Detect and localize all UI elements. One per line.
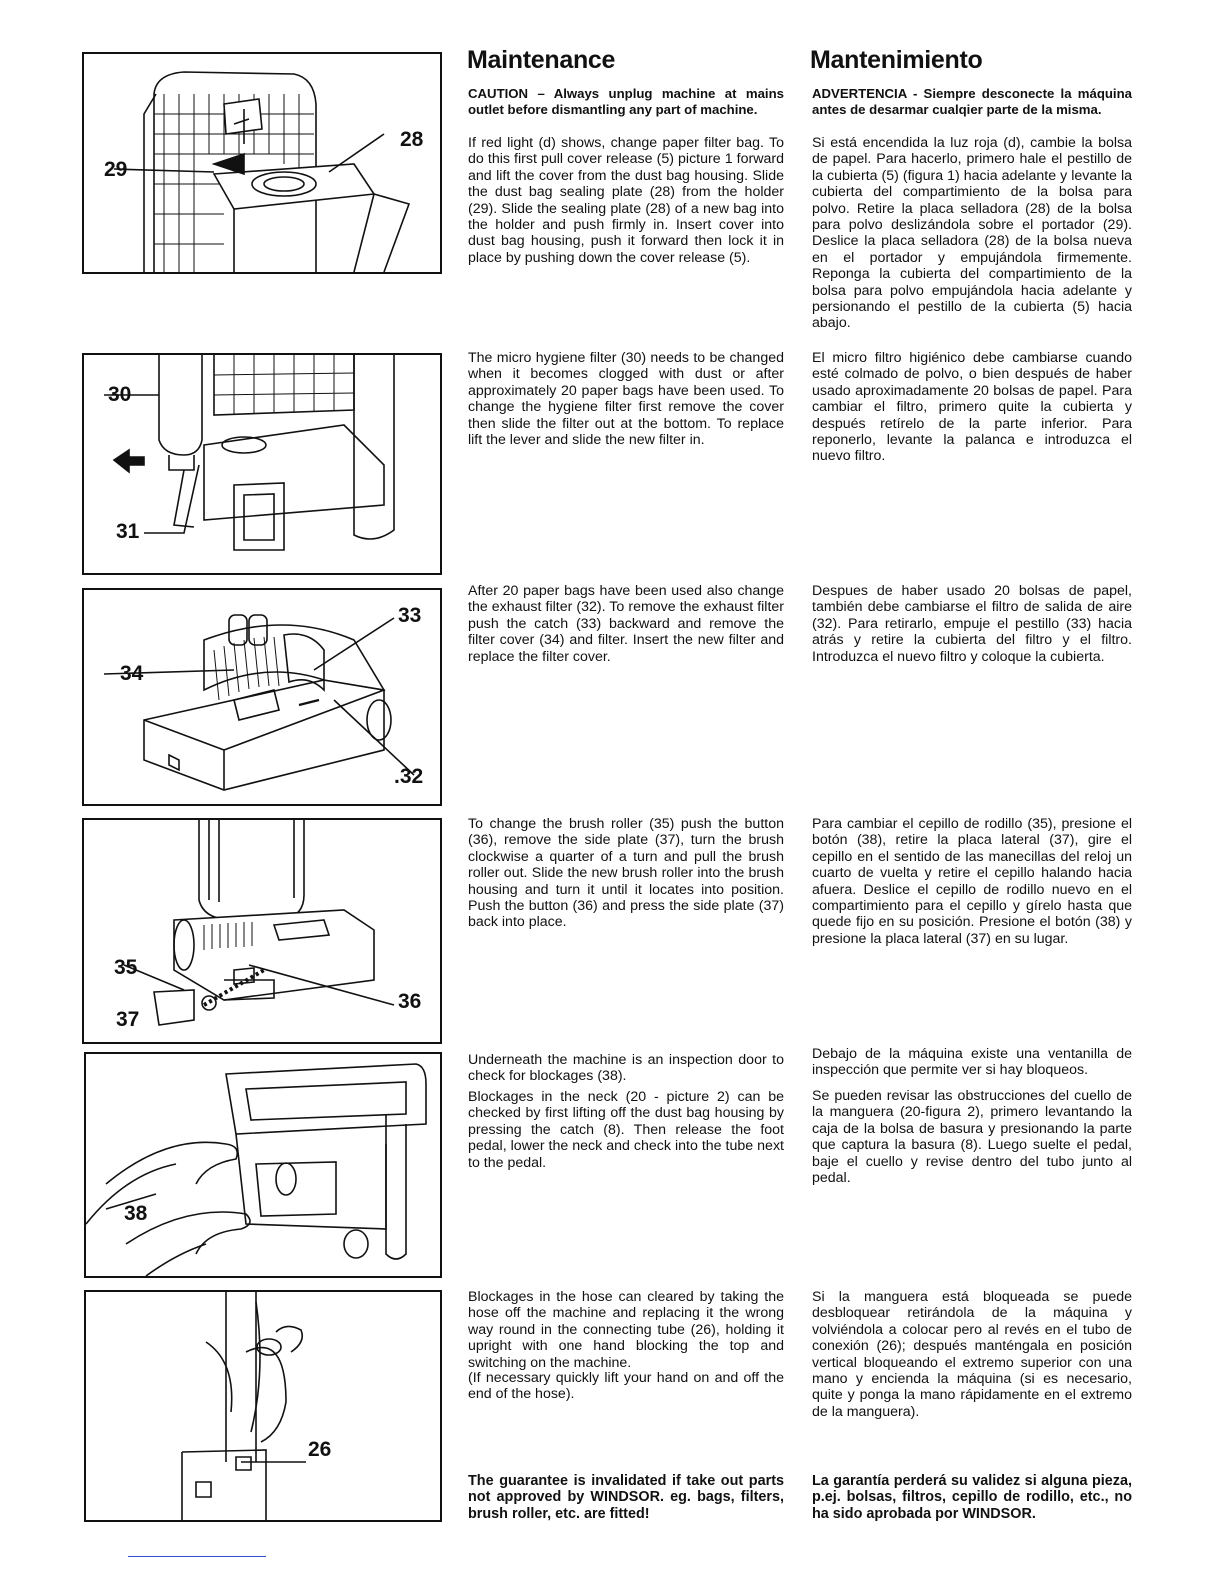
- guarantee-en: The guarantee is invalidated if take out parts not approved by WINDSOR. eg. bags, filters, brush roller, etc. are fitted!: [468, 1473, 784, 1522]
- figure-inspection-door: [84, 1052, 442, 1278]
- text-dust-bag-en: If red light (d) shows, change paper filter bag. To do this first pull cover release (5) picture 1 forward and lift the cover from the dust bag housing. Slide the dust bag sealing plate (28) from the holder (29). Slide the sealing plate (28) of a new bag into the holder and push firmly in. Insert cover into dust bag housing, push it forward then lock it in place by pushing down the cover release (5).: [468, 135, 784, 266]
- text-dust-bag-es: Si está encendida la luz roja (d), cambie la bolsa de papel. Para hacerlo, primero hale el pestillo de la cubierta (5) (figura 1) hacia adelante y levante la cubierta del compartimiento de la bolsa para polvo. Retire la placa selladora (28) de la bolsa para polvo deslizándola sobre el portador (29). Deslice la placa selladora (28) de la bolsa nueva en el portador y empujándola firmemente. Reponga la cubierta del compartimiento de la bolsa para polvo empujándola hacia adelante y persionando el pestillo de la cubierta (5) hacia abajo.: [812, 135, 1132, 332]
- inspection-door-illustration: [86, 1054, 440, 1276]
- label-37: 37: [116, 1008, 140, 1031]
- text-inspection-es: Debajo de la máquina existe una ventanilla de inspección que permite ver si hay bloqueos.: [812, 1046, 1132, 1079]
- label-33: 33: [398, 604, 422, 627]
- figure-hose: [84, 1290, 442, 1522]
- label-28: 28: [400, 128, 424, 151]
- text-hygiene-filter-en: The micro hygiene filter (30) needs to be changed when it becomes clogged with dust or after approximately 20 paper bags have been used. To change the hygiene filter first remove the cover then slide the filter out at the bottom. To replace lift the lever and slide the new filter in.: [468, 350, 784, 449]
- exhaust-filter-illustration: [84, 590, 440, 804]
- dust-bag-illustration: [84, 54, 440, 272]
- label-26: 26: [308, 1438, 332, 1461]
- footer-rule: [128, 1556, 266, 1557]
- label-29: 29: [104, 158, 128, 181]
- label-34: 34: [120, 662, 144, 685]
- text-hose-blockage-es: Si la manguera está bloqueada se puede desbloquear retirándola de la máquina y volviéndola a colocar pero al revés en el tubo de conexión (26); después manténgala en posición vertical bloqueando el extremo superior con una mano y encienda la máquina (si es necesario, quite y ponga la mano rápidamente en el extremo de la manguera).: [812, 1289, 1132, 1420]
- figure-dust-bag: [82, 52, 442, 274]
- caution-es: ADVERTENCIA - Siempre desconecte la máquina antes de desarmar cualqier parte de la misma.: [812, 86, 1132, 117]
- caution-en: CAUTION – Always unplug machine at mains outlet before dismantling any part of machine.: [468, 86, 784, 117]
- text-brush-roller-en: To change the brush roller (35) push the button (36), remove the side plate (37), turn the brush clockwise a quarter of a turn and pull the brush roller out. Slide the new brush roller into the brush housing and turn it until it locates into position. Push the button (36) and press the side plate (37) back into place.: [468, 816, 784, 931]
- text-inspection-en: Underneath the machine is an inspection door to check for blockages (38).: [468, 1052, 784, 1085]
- label-31: 31: [116, 520, 140, 543]
- figure-brush-roller: [82, 818, 442, 1044]
- text-hygiene-filter-es: El micro filtro higiénico debe cambiarse cuando esté colmado de polvo, o bien después de haber usado aproximadamente 20 bolsas de papel. Para cambiar el filtro, primero quite la cubierta y después retírelo de la parte inferior. Para reponerlo, levante la palanca e introduzca el nuevo filtro.: [812, 350, 1132, 465]
- label-35: 35: [114, 956, 138, 979]
- guarantee-es: La garantía perderá su validez si alguna pieza, p.ej. bolsas, filtros, cepillo de rodillo, etc., no ha sido aprobada por WINDSOR.: [812, 1473, 1132, 1522]
- label-30: 30: [108, 383, 132, 406]
- text-brush-roller-es: Para cambiar el cepillo de rodillo (35), presione el botón (38), retire la placa lateral (37), gire el cepillo en el sentido de las manecillas del reloj un cuarto de vuelta y retire el cepillo halando hacia afuera. Deslice el cepillo de rodillo nuevo en el compartimiento para el cepillo y gírelo hasta que quede fijo en su posición. Presione el botón (38) y presione la placa lateral (37) en su lugar.: [812, 816, 1132, 947]
- text-exhaust-filter-en: After 20 paper bags have been used also change the exhaust filter (32). To remove the exhaust filter push the catch (33) backward and remove the filter cover (34) and filter. Insert the new filter and replace the filter cover.: [468, 583, 784, 665]
- title-es: Mantenimiento: [810, 46, 983, 74]
- figure-exhaust-filter: [82, 588, 442, 806]
- text-hose-note-en: (If necessary quickly lift your hand on and off the end of the hose).: [468, 1370, 784, 1403]
- text-neck-blockage-es: Se pueden revisar las obstrucciones del cuello de la manguera (20-figura 2), primero levantando la caja de la bolsa de basura y presionando la parte que captura la basura (8). Luego suelte el pedal, baje el cuello y revise dentro del tubo junto al pedal.: [812, 1088, 1132, 1187]
- hose-illustration: [86, 1292, 440, 1520]
- text-exhaust-filter-es: Despues de haber usado 20 bolsas de papel, también debe cambiarse el filtro de salida de aire (32). Para retirarlo, empuje el pestillo (33) hacia atrás y retire la cubierta del filtro y el filtro. Introduzca el nuevo filtro y coloque la cubierta.: [812, 583, 1132, 665]
- title-en: Maintenance: [467, 46, 616, 74]
- label-32: .32: [394, 765, 424, 788]
- text-hose-blockage-en: Blockages in the hose can cleared by taking the hose off the machine and replacing it the wrong way round in the connecting tube (26), holding it upright with one hand blocking the top and switching on the machine.: [468, 1289, 784, 1371]
- label-38: 38: [124, 1202, 148, 1225]
- label-36: 36: [398, 990, 422, 1013]
- figure-hygiene-filter: [82, 353, 442, 575]
- text-neck-blockage-en: Blockages in the neck (20 - picture 2) can be checked by first lifting off the dust bag housing by pressing the catch (8). Then release the foot pedal, lower the neck and check into the tube next to the pedal.: [468, 1089, 784, 1171]
